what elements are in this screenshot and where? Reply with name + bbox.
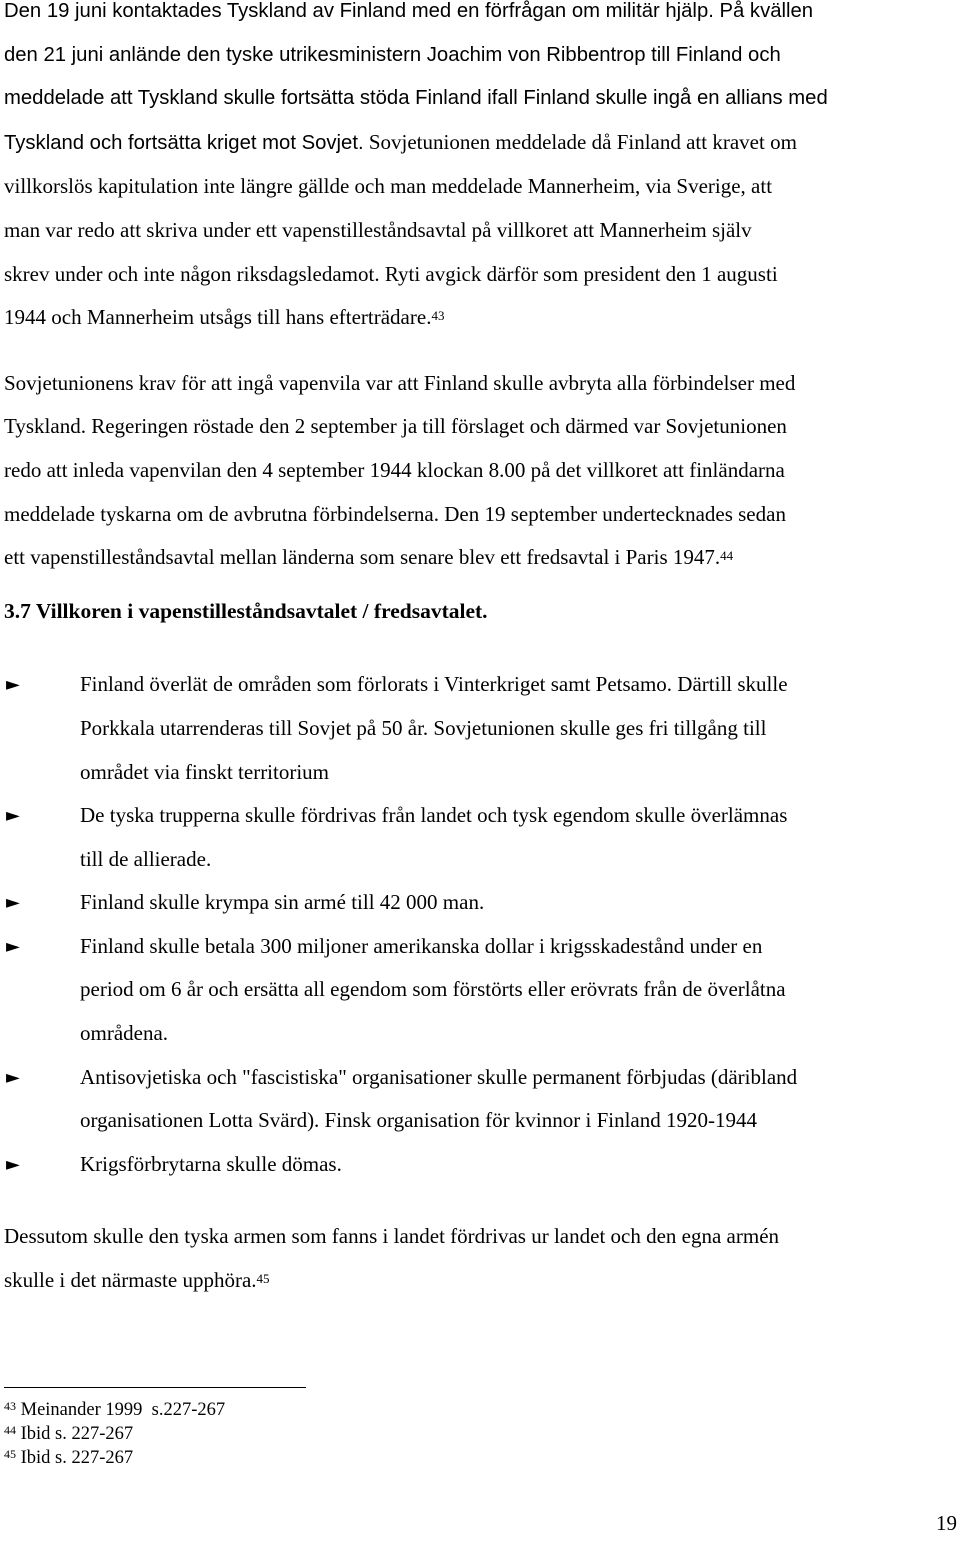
text-line: Finland skulle krympa sin armé till 42 000 man.: [80, 890, 485, 915]
arrow-bullet-icon: ►: [6, 935, 20, 957]
arrow-bullet-icon: ►: [6, 1066, 20, 1088]
text-segment: Tyskland och fortsätta kriget mot Sovjet.: [4, 131, 364, 154]
list-item: [4, 663, 956, 794]
text-line: Krigsförbrytarna skulle dömas.: [80, 1151, 342, 1176]
footnote-number: 45: [4, 1447, 16, 1461]
paragraph-2: [4, 362, 956, 580]
text-segment: skulle i det närmaste upphöra.: [4, 1268, 257, 1293]
paragraph-spacer: [4, 340, 956, 362]
text-line: områdena.: [80, 1021, 169, 1046]
footnote-text: Meinander 1999 s.227-267: [16, 1400, 226, 1420]
arrow-bullet-icon: ►: [6, 892, 20, 914]
text-line: den 21 juni anlände den tyske utrikesministern Joachim von Ribbentrop till Finland och: [4, 43, 781, 66]
text-segment: Sovjetunionen meddelade då Finland att kravet om: [363, 129, 797, 154]
arrow-bullet-icon: ►: [6, 805, 20, 827]
paragraph-3: [4, 1215, 956, 1302]
text-line: Finland överlät de områden som förlorats i Vinterkriget samt Petsamo. Därtill skulle: [80, 672, 788, 697]
list-item: [4, 925, 956, 1056]
list-item: [4, 1056, 956, 1143]
document-page: [4, 0, 956, 1303]
list-item: [4, 881, 956, 925]
text-line: Porkkala utarrenderas till Sovjet på 50 år. Sovjetunionen skulle ges fri tillgång till: [80, 715, 767, 740]
footnote-reference[interactable]: 45: [256, 1271, 270, 1287]
text-line-with-footnote: [4, 296, 956, 340]
paragraph-spacer: [4, 1186, 956, 1215]
arrow-bullet-icon: ►: [6, 1153, 20, 1175]
text-line: området via finskt territorium: [80, 759, 330, 784]
footnote: [4, 1422, 225, 1446]
text-line: Tyskland. Regeringen röstade den 2 september ja till förslaget och därmed var Sovjetunionen: [4, 414, 787, 439]
text-line: De tyska trupperna skulle fördrivas från landet och tysk egendom skulle överlämnas: [80, 803, 788, 828]
list-item: [4, 1143, 956, 1187]
text-line: Sovjetunionens krav för att ingå vapenvila var att Finland skulle avbryta alla förbindelser med: [4, 370, 796, 395]
text-segment: ett vapenstilleståndsavtal mellan länderna som senare blev ett fredsavtal i Paris 1947.: [4, 545, 721, 570]
paragraph-spacer: [4, 580, 956, 590]
footnote-reference[interactable]: 44: [720, 548, 734, 564]
footnote: [4, 1398, 225, 1422]
footnotes: [4, 1398, 225, 1470]
footnote-number: 43: [4, 1399, 16, 1413]
text-segment: 1944 och Mannerheim utsågs till hans efterträdare.: [4, 305, 432, 330]
text-line: Antisovjetiska och "fascistiska" organisationer skulle permanent förbjudas (däribland: [80, 1064, 798, 1089]
text-line: meddelade att Tyskland skulle fortsätta stöda Finland ifall Finland skulle ingå en allians med: [4, 87, 828, 110]
paragraph-spacer: [4, 633, 956, 663]
text-line: Finland skulle betala 300 miljoner amerikanska dollar i krigsskadestånd under en: [80, 933, 763, 958]
text-line: meddelade tyskarna om de avbrutna förbindelserna. Den 19 september undertecknades sedan: [4, 501, 786, 526]
footnote-number: 44: [4, 1423, 16, 1437]
footnote-text: Ibid s. 227-267: [16, 1448, 134, 1468]
footnote-reference[interactable]: 43: [431, 308, 445, 324]
text-line-with-footnote: [4, 536, 956, 580]
text-line: skrev under och inte någon riksdagsledamot. Ryti avgick därför som president den 1 augusti: [4, 261, 778, 286]
text-line: till de allierade.: [80, 846, 212, 871]
page-number: 19: [936, 1511, 957, 1535]
text-line: period om 6 år och ersätta all egendom som förstörts eller erövrats från de överlåtna: [80, 977, 786, 1002]
text-line: organisationen Lotta Svärd). Finsk organisation för kvinnor i Finland 1920-1944: [80, 1108, 757, 1133]
text-line: redo att inleda vapenvilan den 4 september 1944 klockan 8.00 på det villkoret att finländarna: [4, 457, 785, 482]
footnote-separator: [4, 1387, 306, 1388]
text-line: man var redo att skriva under ett vapenstilleståndsavtal på villkoret att Mannerheim själv: [4, 217, 752, 242]
text-line: Den 19 juni kontaktades Tyskland av Finland med en förfrågan om militär hjälp. På kvällen: [4, 0, 814, 22]
list-item: [4, 794, 956, 881]
arrow-bullet-icon: ►: [6, 674, 20, 696]
text-line-with-footnote: [4, 1259, 956, 1303]
section-heading: 3.7 Villkoren i vapenstilleståndsavtalet / fredsavtalet.: [4, 598, 488, 623]
conditions-list: [4, 663, 956, 1186]
text-line: villkorslös kapitulation inte längre gällde och man meddelade Mannerheim, via Sverige, att: [4, 174, 773, 199]
text-line: Dessutom skulle den tyska armen som fanns i landet fördrivas ur landet och den egna armén: [4, 1224, 780, 1249]
paragraph-1: [4, 0, 956, 340]
footnote: [4, 1446, 225, 1470]
footnote-text: Ibid s. 227-267: [16, 1424, 134, 1444]
text-line-mixed: [4, 121, 956, 166]
